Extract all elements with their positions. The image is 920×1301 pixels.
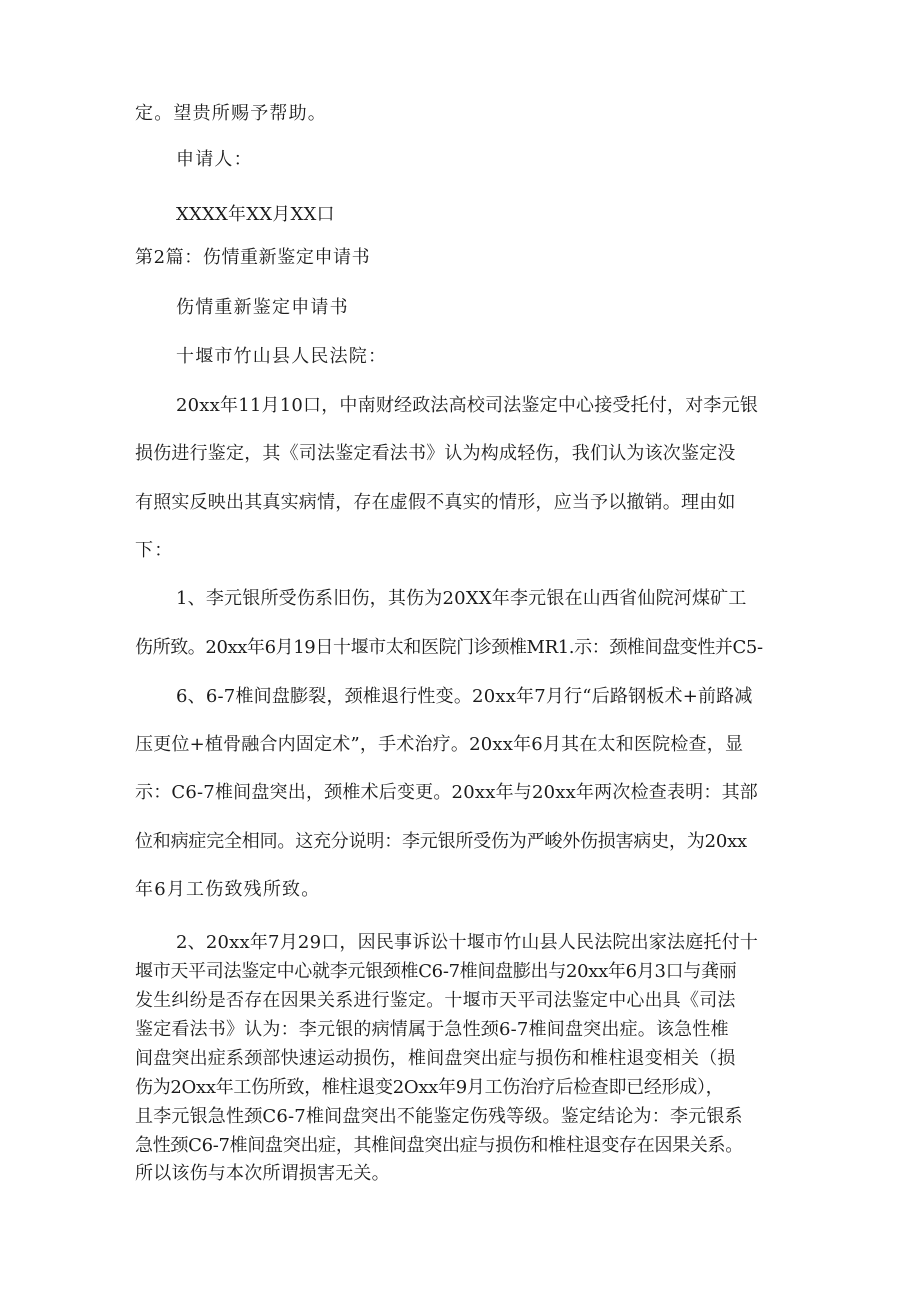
paragraph-line: 急性颈C6-7椎间盘突出症，其椎间盘突出症与损伤和椎柱退变存在因果关系。 [135,1135,743,1156]
paragraph-line: 所以该伤与本次所谓损害无关。 [135,1163,390,1184]
paragraph-line: 位和病症完全相同。这充分说明：李元银所受伤为严峻外伤损害病史，为20xx [135,831,748,852]
paragraph-line: 2、20xx年7月29口，因民事诉讼十堰市竹山县人民法院出家法庭托付十 [176,932,759,953]
text-line: 定。望贵所赐予帮助。 [135,103,327,124]
paragraph-line: 压更位+植骨融合内固定术”，手术治疗。20xx年6月其在太和医院检查，显 [135,734,744,755]
paragraph-line: 下： [135,540,174,561]
paragraph-line: 间盘突出症系颈部快速运动损伤，椎间盘突出症与损伤和椎柱退变相关（损 [135,1048,736,1069]
document-title: 伤情重新鉴定申请书 [176,297,349,318]
date-line: XXXX年XX月XX口 [176,204,335,225]
paragraph-line: 有照实反映出其真实病情，存在虚假不真实的情形，应当予以撤销。理由如 [135,492,736,513]
paragraph-line: 1、李元银所受伤系旧伤，其伤为20XX年李元银在山西省仙院河煤矿工 [176,588,747,609]
paragraph-line: 20xx年11月10口，中南财经政法高校司法鉴定中心接受托付，对李元银 [176,395,759,416]
addressee: 十堰市竹山县人民法院： [176,346,388,367]
paragraph-line: 损伤进行鉴定，其《司法鉴定看法书》认为构成轻伤，我们认为该次鉴定没 [135,443,736,464]
paragraph-line: 鉴定看法书》认为：李元银的病情属于急性颈6-7椎间盘突出症。该急性椎 [135,1019,729,1040]
paragraph-line: 年6月工伤致残所致。 [135,879,321,900]
applicant-label: 申请人： [176,149,253,170]
paragraph-line: 发生纠纷是否存在因果关系进行鉴定。十堰市天平司法鉴定中心出具《司法 [135,990,736,1011]
paragraph-line: 且李元银急性颈C6-7椎间盘突出不能鉴定伤残等级。鉴定结论为：李元银系 [135,1106,743,1127]
paragraph-line: 6、6-7椎间盘膨裂，颈椎退行性变。20xx年7月行“后路钢板术+前路减 [176,686,753,707]
paragraph-line: 堰市天平司法鉴定中心就李元银颈椎C6-7椎间盘膨出与20xx年6月3口与龚丽 [135,961,737,982]
section-heading: 第2篇：伤情重新鉴定申请书 [135,247,371,268]
paragraph-line: 伤所致。20xx年6月19日十堰市太和医院门诊颈椎MR1.示：颈椎间盘变性并C5- [135,637,763,658]
paragraph-line: 伤为2Oxx年工伤所致，椎柱退变2Oxx年9月工伤治疗后检查即已经形成）， [135,1077,724,1098]
paragraph-line: 示：C6-7椎间盘突出，颈椎术后变更。20xx年与20xx年两次检查表明：其部 [135,782,758,803]
